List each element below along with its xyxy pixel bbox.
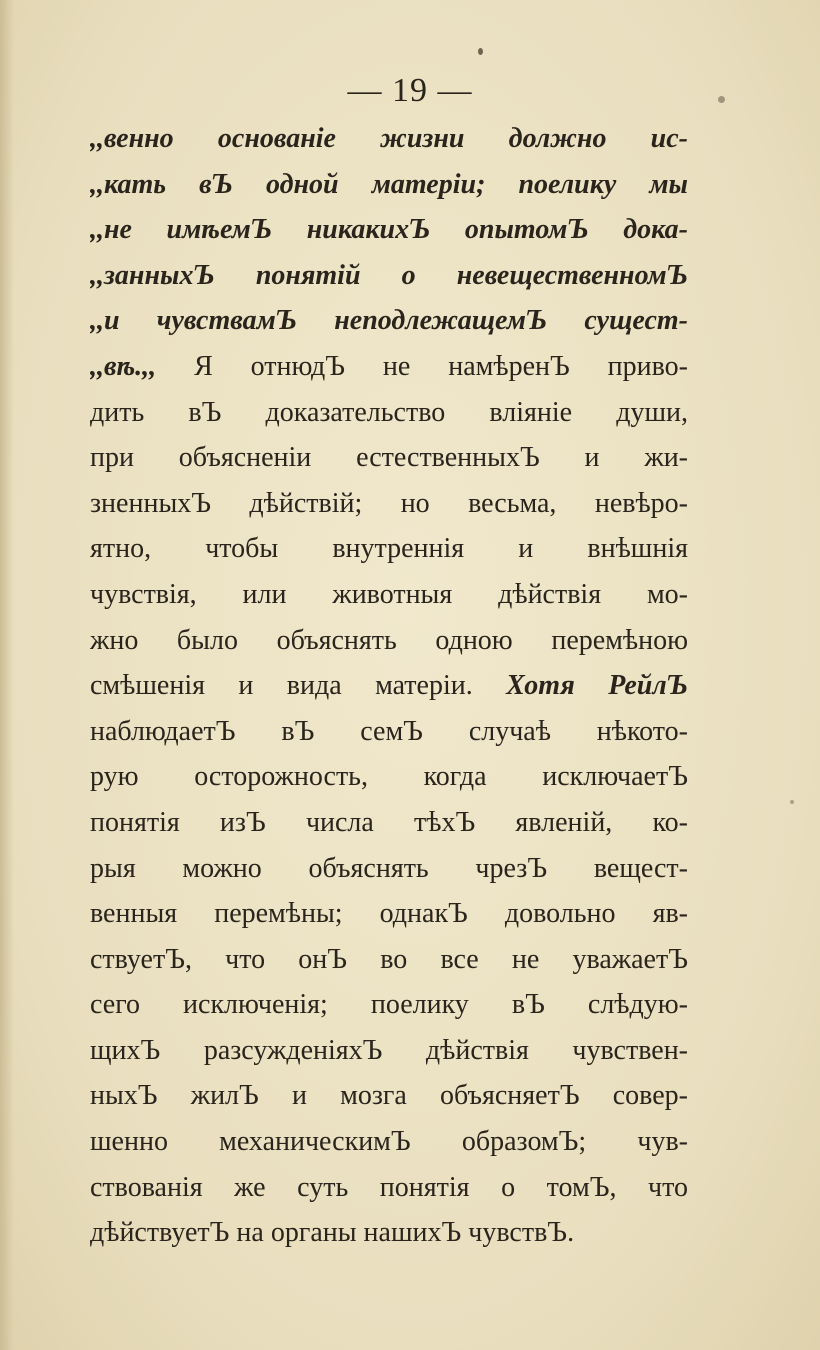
text-line: зненныхЪ дѣйствій; но весьма, невѣро- [90, 487, 688, 519]
text-segment: смѣшенія и вида матеріи. [90, 670, 507, 702]
text-line-mixed [90, 344, 688, 390]
text-line: ствуетЪ, что онЪ во все не уважаетЪ [90, 943, 688, 975]
text-line: ,,кать вЪ одной матеріи; поелику мы [90, 168, 688, 200]
text-line: понятія изЪ числа тѣхЪ явленій, ко- [90, 806, 688, 838]
text-line: ятно, чтобы внутреннія и внѣшнія [90, 533, 688, 565]
text-line: рую осторожность, когда исключаетЪ [90, 761, 688, 793]
quote-end: ,,вѣ.,, [90, 350, 157, 382]
paper-speck [478, 48, 483, 55]
text-line: чувствія, или животныя дѣйствія мо- [90, 578, 688, 610]
text-line: рыя можно объяснять чрезЪ вещест- [90, 852, 688, 884]
text-line: наблюдаетЪ вЪ семЪ случаѣ нѣкото- [90, 715, 688, 747]
author-name: Хотя РейлЪ [506, 670, 688, 702]
page-number: — 19 — [347, 72, 473, 109]
paper-speck [790, 800, 794, 804]
text-line: шенно механическимЪ образомЪ; чув- [90, 1126, 688, 1158]
text-segment: Я отнюдЪ не намѣренЪ приво- [156, 350, 688, 382]
text-line: ныхЪ жилЪ и мозга объясняетЪ совер- [90, 1080, 688, 1112]
text-line: жно было объяснять одною перемѣною [90, 624, 688, 656]
text-line: щихЪ разсужденіяхЪ дѣйствія чувствен- [90, 1034, 688, 1066]
text-line: венныя перемѣны; однакЪ довольно яв- [90, 898, 688, 930]
page-edge-shadow [0, 0, 14, 1350]
text-line: ,,венно основаніе жизни должно ис- [90, 123, 688, 154]
text-line: при объясненіи естественныхЪ и жи- [90, 442, 688, 474]
text-line: ,,не имѣемЪ никакихЪ опытомЪ дока- [90, 214, 688, 246]
text-line: дить вЪ доказательство вліяніе души, [90, 396, 688, 428]
text-line: ,,занныхЪ понятій о невещественномЪ [90, 259, 688, 291]
text-line: ,,и чувствамЪ неподлежащемЪ сущест- [90, 305, 688, 337]
text-line: дѣйствуетЪ на органы нашихЪ чувствЪ. [90, 1217, 575, 1249]
text-line: сего исключенія; поелику вЪ слѣдую- [90, 989, 688, 1021]
body-text [90, 116, 688, 1256]
text-line: ствованія же суть понятія о томЪ, что [90, 1171, 688, 1203]
text-line-mixed [90, 663, 688, 709]
